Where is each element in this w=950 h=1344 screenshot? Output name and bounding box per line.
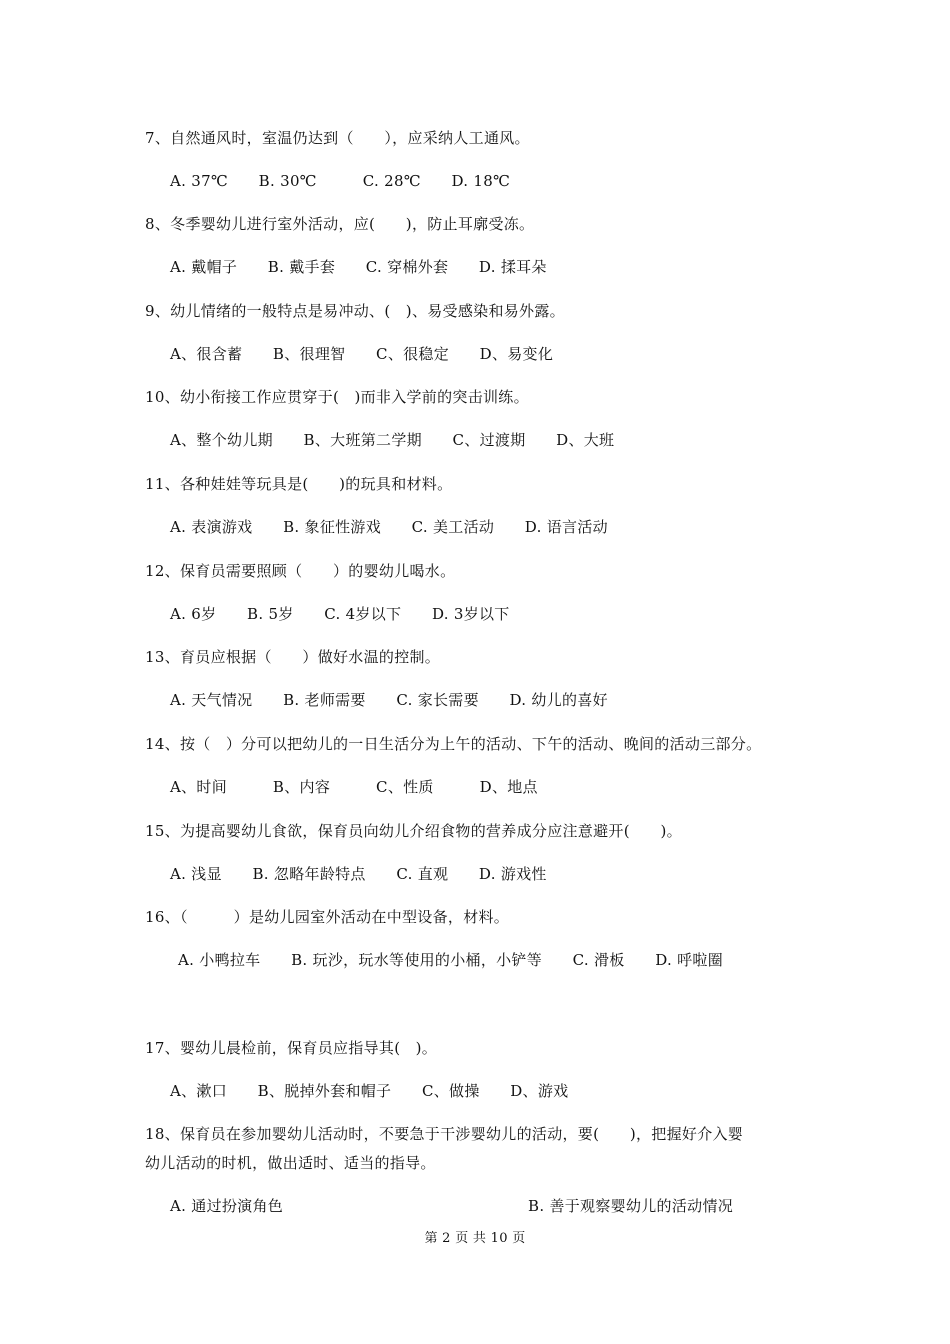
option-18-a: A. 通过扮演角色	[170, 1197, 284, 1215]
options-11: A. 表演游戏 B. 象征性游戏 C. 美工活动 D. 语言活动	[170, 518, 608, 536]
question-9: 9、幼儿情绪的一般特点是易冲动、( )、易受感染和易外露。	[145, 302, 565, 320]
options-8: A. 戴帽子 B. 戴手套 C. 穿棉外套 D. 揉耳朵	[170, 258, 547, 276]
question-15: 15、为提高婴幼儿食欲，保育员向幼儿介绍食物的营养成分应注意避开( )。	[145, 822, 682, 840]
question-8: 8、冬季婴幼儿进行室外活动，应( )，防止耳廓受冻。	[145, 215, 535, 233]
page-footer: 第 2 页 共 10 页	[424, 1231, 526, 1246]
options-12: A. 6岁 B. 5岁 C. 4岁以下 D. 3岁以下	[170, 605, 510, 623]
options-14: A、时间 B、内容 C、性质 D、地点	[170, 778, 538, 796]
question-7: 7、自然通风时，室温仍达到（ ），应采纳人工通风。	[145, 129, 530, 147]
question-14: 14、按（ ）分可以把幼儿的一日生活分为上午的活动、下午的活动、晚间的活动三部分。	[145, 735, 762, 753]
options-9: A、很含蓄 B、很理智 C、很稳定 D、易变化	[170, 345, 554, 363]
options-16: A. 小鸭拉车 B. 玩沙，玩水等使用的小桶，小铲等 C. 滑板 D. 呼啦圈	[178, 951, 724, 969]
option-18-b: B. 善于观察婴幼儿的活动情况	[528, 1197, 734, 1215]
options-13: A. 天气情况 B. 老师需要 C. 家长需要 D. 幼儿的喜好	[170, 691, 608, 709]
question-11: 11、各种娃娃等玩具是( )的玩具和材料。	[145, 475, 453, 493]
options-15: A. 浅显 B. 忽略年龄特点 C. 直观 D. 游戏性	[170, 865, 547, 883]
options-17: A、漱口 B、脱掉外套和帽子 C、做操 D、游戏	[170, 1082, 569, 1100]
question-13: 13、育员应根据（ ）做好水温的控制。	[145, 648, 441, 666]
question-18-continued: 幼儿活动的时机，做出适时、适当的指导。	[145, 1154, 436, 1172]
question-12: 12、保育员需要照顾（ ）的婴幼儿喝水。	[145, 562, 456, 580]
question-18: 18、保育员在参加婴幼儿活动时，不要急于干涉婴幼儿的活动，要( )，把握好介入婴	[145, 1125, 744, 1143]
question-10: 10、幼小衔接工作应贯穿于( )而非入学前的突击训练。	[145, 388, 529, 406]
question-16: 16、（ ）是幼儿园室外活动在中型设备，材料。	[145, 908, 510, 926]
question-17: 17、婴幼儿晨检前，保育员应指导其( )。	[145, 1039, 438, 1057]
options-10: A、整个幼儿期 B、大班第二学期 C、过渡期 D、大班	[170, 431, 615, 449]
options-7: A. 37℃ B. 30℃ C. 28℃ D. 18℃	[170, 172, 511, 190]
